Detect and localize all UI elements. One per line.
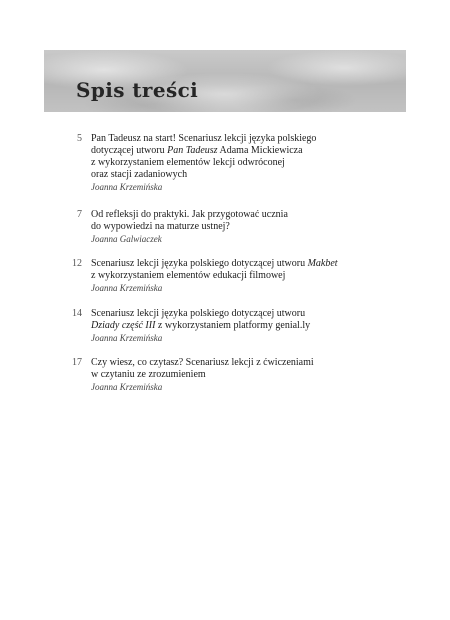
- work-title: Dziady część III: [91, 320, 156, 331]
- page-title: Spis treści: [76, 78, 199, 102]
- entry-author: Joanna Krzemińska: [91, 182, 163, 192]
- entry-text: [91, 258, 411, 294]
- entry-title-line: z wykorzystaniem elementów edukacji filmowej: [91, 270, 286, 281]
- entry-title-line: Czy wiesz, co czytasz? Scenariusz lekcji z ćwiczeniami: [91, 357, 314, 368]
- entry-author: Joanna Krzemińska: [91, 333, 163, 343]
- entry-title-line: oraz stacji zadaniowych: [91, 169, 188, 180]
- entry-title-line: dotyczącej utworu Pan Tadeusz Adama Mickiewicza: [91, 145, 303, 156]
- entry-title-line: do wypowiedzi na maturze ustnej?: [91, 221, 230, 232]
- page-number: 5: [77, 133, 82, 144]
- work-title: Pan Tadeusz: [167, 145, 218, 156]
- page-number: 14: [72, 308, 82, 319]
- page-number: 17: [72, 357, 82, 368]
- entry-author: Joanna Galwiaczek: [91, 234, 162, 244]
- entry-title-line: Scenariusz lekcji języka polskiego dotyczącej utworu: [91, 308, 306, 319]
- entry-text: [91, 357, 411, 393]
- entry-title-line: Pan Tadeusz na start! Scenariusz lekcji języka polskiego: [91, 133, 317, 144]
- entry-author: Joanna Krzemińska: [91, 382, 163, 392]
- entry-title-line: Dziady część III z wykorzystaniem platformy genial.ly: [91, 320, 311, 331]
- entry-title-line: Od refleksji do praktyki. Jak przygotować ucznia: [91, 209, 288, 220]
- page-number: 7: [77, 209, 82, 220]
- entry-title-line: Scenariusz lekcji języka polskiego dotyczącej utworu Makbet: [91, 258, 338, 269]
- entry-title-line: w czytaniu ze zrozumieniem: [91, 369, 206, 380]
- entry-text: [91, 308, 411, 344]
- entry-text: [91, 209, 411, 245]
- page-number: 12: [72, 258, 82, 269]
- entry-title-line: z wykorzystaniem elementów lekcji odwróconej: [91, 157, 285, 168]
- entry-author: Joanna Krzemińska: [91, 283, 163, 293]
- work-title: Makbet: [307, 258, 338, 269]
- entry-text: [91, 133, 411, 193]
